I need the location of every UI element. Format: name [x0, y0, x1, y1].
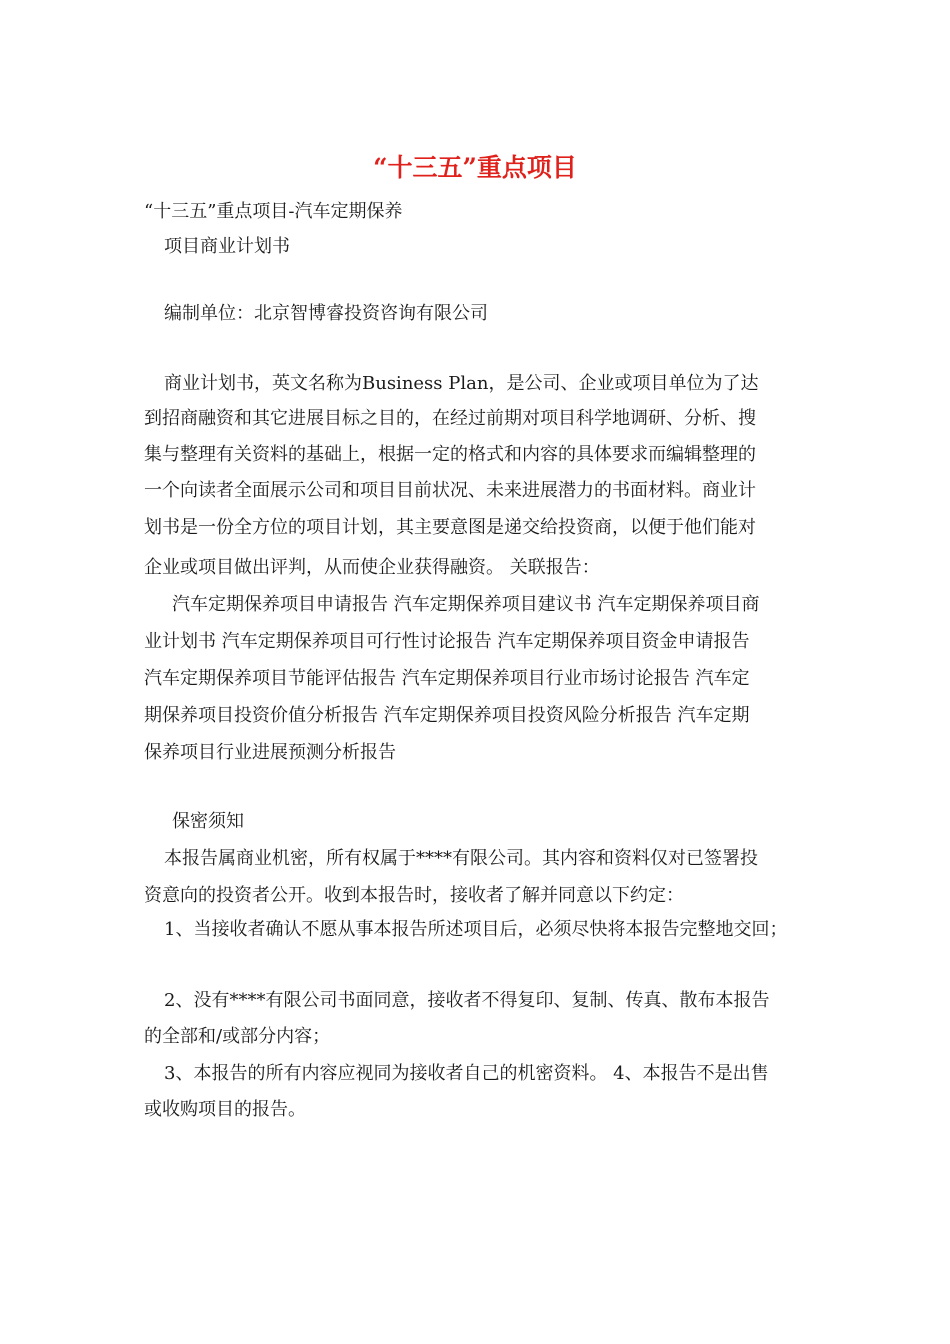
intro-line: 划书是一份全方位的项目计划，其主要意图是递交给投资商，以便于他们能对 — [144, 517, 756, 538]
confidential-line: 2、没有****有限公司书面同意，接收者不得复印、复制、传真、散布本报告 — [164, 990, 770, 1011]
document-title: “十三五”重点项目 — [373, 153, 577, 182]
related-line: 汽车定期保养项目申请报告 汽车定期保养项目建议书 汽车定期保养项目商 — [172, 594, 760, 615]
confidential-line: 或收购项目的报告。 — [144, 1099, 306, 1120]
intro-line: 商业计划书，英文名称为Business Plan，是公司、企业或项目单位为了达 — [164, 373, 759, 394]
intro-line: 企业或项目做出评判，从而使企业获得融资。 关联报告： — [144, 557, 600, 578]
intro-line: 一个向读者全面展示公司和项目目前状况、未来进展潜力的书面材料。商业计 — [144, 480, 756, 501]
related-line: 保养项目行业进展预测分析报告 — [144, 742, 396, 763]
doc-type: 项目商业计划书 — [164, 236, 290, 257]
related-line: 业计划书 汽车定期保养项目可行性讨论报告 汽车定期保养项目资金申请报告 — [144, 631, 750, 652]
intro-line: 集与整理有关资料的基础上，根据一定的格式和内容的具体要求而编辑整理的 — [144, 444, 756, 465]
intro-line: 到招商融资和其它进展目标之目的，在经过前期对项目科学地调研、分析、搜 — [144, 408, 756, 429]
subtitle: “十三五”重点项目-汽车定期保养 — [144, 201, 403, 222]
confidential-line: 资意向的投资者公开。收到本报告时，接收者了解并同意以下约定： — [144, 885, 684, 906]
compiler-line: 编制单位：北京智博睿投资咨询有限公司 — [164, 303, 488, 324]
related-line: 汽车定期保养项目节能评估报告 汽车定期保养项目行业市场讨论报告 汽车定 — [144, 668, 750, 689]
confidential-line: 本报告属商业机密，所有权属于****有限公司。其内容和资料仅对已签署投 — [164, 848, 758, 869]
related-line: 期保养项目投资价值分析报告 汽车定期保养项目投资风险分析报告 汽车定期 — [144, 705, 750, 726]
confidential-heading: 保密须知 — [172, 811, 244, 832]
confidential-line: 1、当接收者确认不愿从事本报告所述项目后，必须尽快将本报告完整地交回； — [164, 919, 788, 940]
confidential-line: 3、本报告的所有内容应视同为接收者自己的机密资料。 4、本报告不是出售 — [164, 1063, 769, 1084]
confidential-line: 的全部和/或部分内容； — [144, 1026, 331, 1047]
